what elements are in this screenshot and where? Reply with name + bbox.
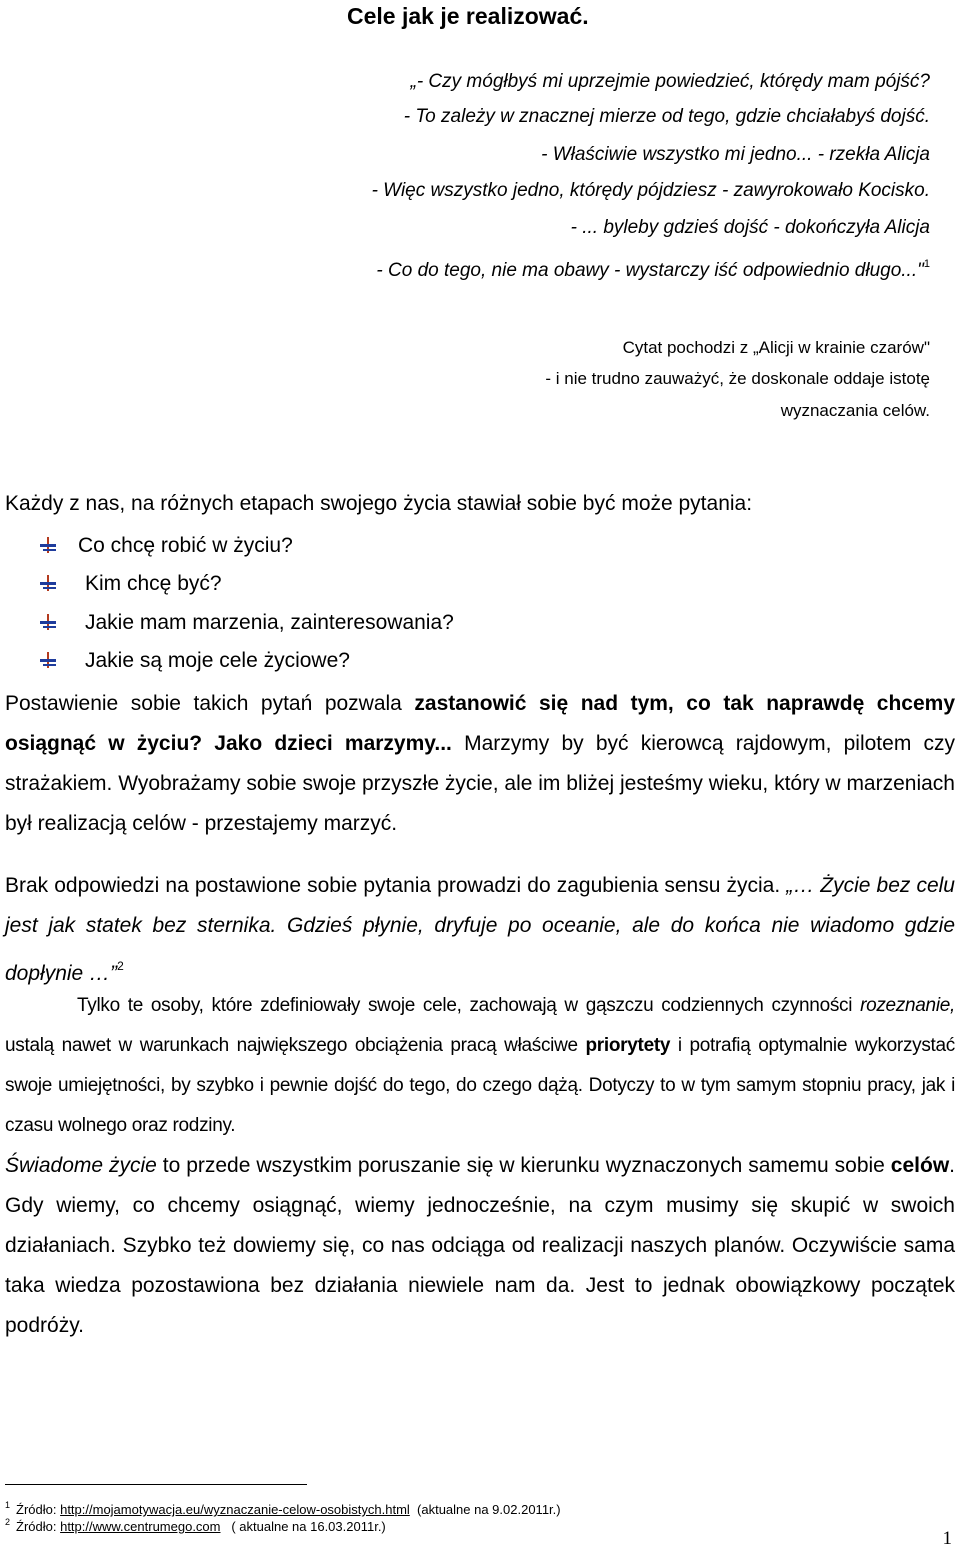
citation-line: - i nie trudno zauważyć, że doskonale oddaje istotę	[545, 369, 930, 388]
quote-line-last	[376, 252, 930, 283]
quote-line: - To zależy w znacznej mierze od tego, gdzie chciałabyś dojść.	[403, 106, 930, 127]
footnote-divider	[5, 1484, 307, 1485]
paragraph-text: Brak odpowiedzi na postawione sobie pytania prowadzi do zagubienia sensu życia.	[5, 874, 781, 897]
list-item	[40, 571, 222, 597]
footnote-2	[5, 1514, 386, 1535]
paragraph-text: Postawienie sobie takich pytań pozwala	[5, 692, 415, 715]
questions-intro: Każdy z nas, na różnych etapach swojego życia stawiał sobie być może pytania:	[5, 492, 753, 515]
paragraph-bold-text: zastanowić się nad tym, co tak naprawdę chcemy osiągnąć w życiu? Jako dzieci marzymy...	[5, 692, 956, 755]
quote-line-text: - Co do tego, nie ma obawy - wystarczy iść odpowiednio długo..."	[376, 260, 924, 281]
list-item	[40, 610, 454, 636]
paragraph-text: Marzymy by być kierowcą rajdowym, pilotem czy strażakiem. Wyobrażamy sobie swoje przyszłe życie, ale im bliżej jesteśmy wieku, który w marzeniach był realizacją celów - przestajemy marzyć.	[5, 732, 956, 835]
quote-line: - ... byleby gdzieś dojść - dokończyła Alicja	[570, 217, 930, 238]
paragraph-bold-text: priorytety	[585, 1035, 671, 1056]
paragraph-italic-text: Świadome życie	[5, 1154, 157, 1177]
question-text: Co chcę robić w życiu?	[78, 534, 293, 557]
quote-line: - Więc wszystko jedno, którędy pójdziesz - zawyrokowało Kocisko.	[371, 180, 930, 201]
page-title: Cele jak je realizować.	[347, 3, 589, 29]
footnote-link[interactable]: http://mojamotywacja.eu/wyznaczanie-celow-osobistych.html	[60, 1502, 410, 1517]
paragraph-priorities	[5, 986, 955, 1146]
ship-quote: „… Życie bez celu jest jak statek bez sternika. Gdzieś płynie, dryfuje po oceanie, ale do końca nie wiadomo gdzie dopłynie …”	[5, 874, 955, 985]
paragraph-conscious-life	[5, 1146, 955, 1346]
footnote-prefix: Źródło:	[16, 1502, 61, 1517]
paragraph-text: ustalą nawet w warunkach największego obciążenia pracą właściwe	[5, 1035, 586, 1056]
list-item	[40, 648, 350, 674]
question-text: Jakie są moje cele życiowe?	[85, 649, 350, 672]
quote-line: „- Czy mógłbyś mi uprzejmie powiedzieć, którędy mam pójść?	[410, 71, 930, 92]
footnote-number: 1	[5, 1500, 11, 1510]
citation-line: wyznaczania celów.	[780, 401, 930, 420]
footnote-link[interactable]: http://www.centrumego.com	[60, 1519, 221, 1534]
footnote-suffix: (aktualne na 9.02.2011r.)	[409, 1502, 561, 1517]
footnote-ref-2: 2	[117, 959, 124, 973]
bullet-icon	[40, 537, 56, 553]
paragraph-bold-text: celów	[890, 1154, 950, 1177]
list-item	[40, 533, 293, 559]
question-text: Kim chcę być?	[85, 572, 222, 595]
paragraph-text: i potrafią optymalnie wykorzystać swoje umiejętności, by szybko i pewnie dojść do tego, do czego dążą. Dotyczy to w tym samym stopniu pracy, jak i czasu wolnego oraz rodziny.	[5, 1035, 955, 1136]
paragraph-meaning	[5, 866, 955, 994]
citation-line: Cytat pochodzi z „Alicji w krainie czarów"	[622, 338, 930, 357]
page-number: 1	[942, 1528, 952, 1549]
footnote-number: 2	[5, 1517, 11, 1527]
footnote-suffix: ( aktualne na 16.03.2011r.)	[220, 1519, 386, 1534]
bullet-icon	[40, 652, 56, 668]
bullet-icon	[40, 575, 56, 591]
paragraph-reflection	[5, 684, 955, 844]
paragraph-text: Tylko te osoby, które zdefiniowały swoje cele, zachowają w gąszczu codziennych czynności	[77, 995, 861, 1016]
paragraph-italic-text: rozeznanie,	[860, 995, 955, 1016]
footnote-prefix: Źródło:	[16, 1519, 61, 1534]
paragraph-text: . Gdy wiemy, co chcemy osiągnąć, wiemy jednocześnie, na czym musimy się skupić w swoich działaniach. Szybko też dowiemy się, co nas odciąga od realizacji naszych planów. Oczywiście sama taka wiedza pozostawiona bez działania niewiele nam da. Jest to jednak obowiązkowy początek podróży.	[5, 1154, 955, 1337]
quote-line: - Właściwie wszystko mi jedno... - rzekła Alicja	[541, 144, 930, 165]
footnote-ref-1: 1	[923, 258, 930, 270]
question-text: Jakie mam marzenia, zainteresowania?	[85, 611, 454, 634]
paragraph-text: to przede wszystkim poruszanie się w kierunku wyznaczonych samemu sobie	[156, 1154, 891, 1177]
bullet-icon	[40, 614, 56, 630]
